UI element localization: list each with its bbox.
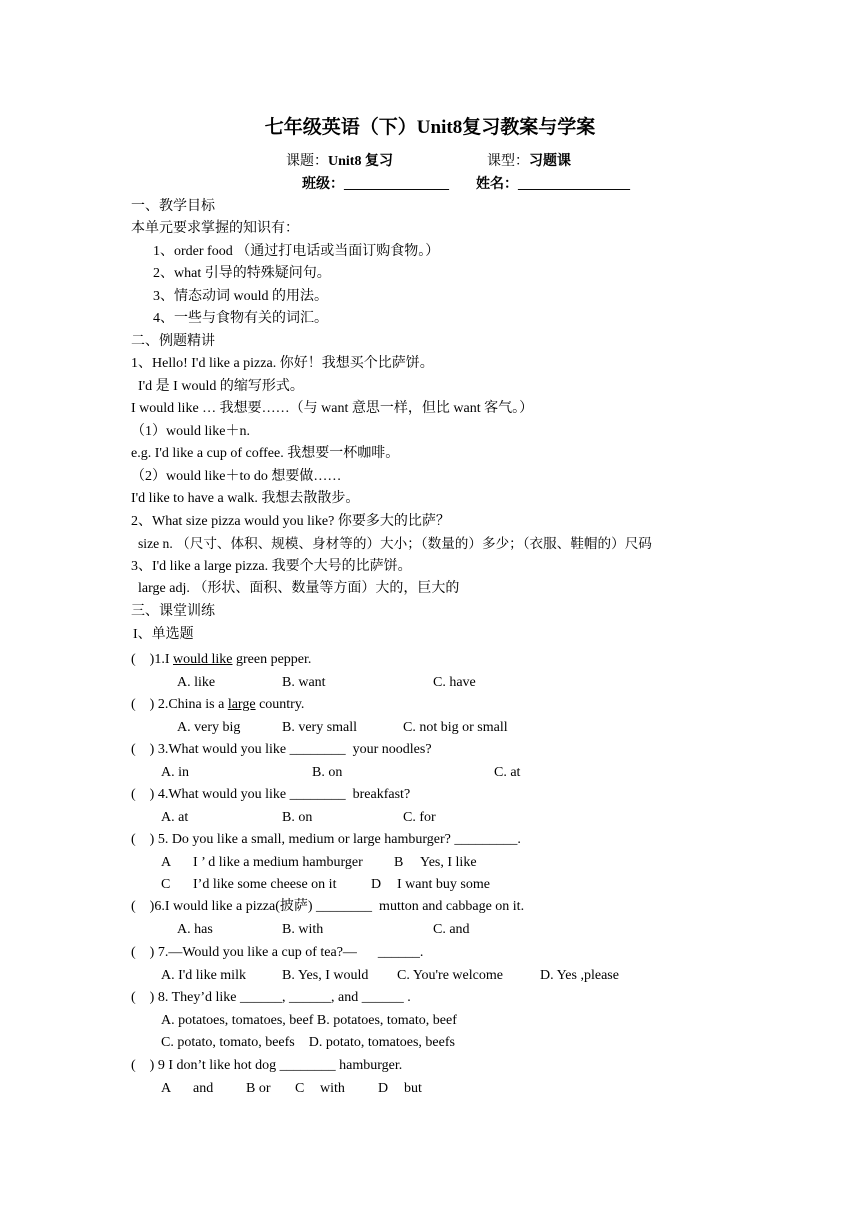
example-line: 2、What size pizza would you like? 你要多大的比萨？ xyxy=(131,514,450,529)
practice-subheading: I、单选题 xyxy=(133,627,194,642)
option: C. not big or small xyxy=(403,720,508,735)
option: B or xyxy=(246,1081,271,1096)
example-line: I'd like to have a walk. 我想去散散步。 xyxy=(131,491,360,506)
option: C. and xyxy=(433,922,470,937)
option: I ’ d like a medium hamburger xyxy=(193,855,363,870)
question-stem: ( ) 8. They’d like ______, ______, and ______ . xyxy=(131,990,411,1005)
option: Yes, I like xyxy=(420,855,477,870)
option: A. has xyxy=(177,922,213,937)
option: A. very big xyxy=(177,720,241,735)
option: B. want xyxy=(282,675,326,690)
question-stem: ( )1.I would like green pepper. xyxy=(131,652,312,667)
topic-label: 课题： xyxy=(286,154,328,169)
class-blank: _______________ xyxy=(344,177,449,192)
question-stem: ( ) 7.—Would you like a cup of tea?— ______. xyxy=(131,945,424,960)
goal-item: 4、一些与食物有关的词汇。 xyxy=(153,311,328,326)
option: A. at xyxy=(161,810,189,825)
type-value: 习题课 xyxy=(529,154,571,169)
example-line: I'd 是 I would 的缩写形式。 xyxy=(138,379,304,394)
type-label: 课型： xyxy=(487,154,529,169)
option: C. for xyxy=(403,810,436,825)
goals-heading: 一、教学目标 xyxy=(131,199,215,214)
option-letter: C xyxy=(161,877,171,892)
goals-intro: 本单元要求掌握的知识有： xyxy=(131,221,299,236)
topic-row xyxy=(286,153,393,171)
option: C. You're welcome xyxy=(397,968,503,983)
option: B. on xyxy=(312,765,343,780)
option: A. I'd like milk xyxy=(161,968,246,983)
option: I want buy some xyxy=(397,877,490,892)
example-line: e.g. I'd like a cup of coffee. 我想要一杯咖啡。 xyxy=(131,446,400,461)
option-letter: C xyxy=(295,1081,305,1096)
topic-value: Unit8 复习 xyxy=(328,154,393,169)
option: C. have xyxy=(433,675,476,690)
example-line: large adj. （形状、面积、数量等方面）大的，巨大的 xyxy=(138,581,460,596)
example-line: size n. （尺寸、体积、规模、身材等的）大小；（数量的）多少；（衣服、鞋帽的）尺码 xyxy=(138,536,652,551)
practice-heading: 三、课堂训练 xyxy=(131,604,215,619)
example-line: 3、I'd like a large pizza. 我要个大号的比萨饼。 xyxy=(131,559,412,574)
option: and xyxy=(193,1081,214,1096)
option-letter: B xyxy=(394,855,404,870)
goal-item: 3、情态动词 would 的用法。 xyxy=(153,289,328,304)
question-stem: ( ) 5. Do you like a small, medium or large hamburger? _________. xyxy=(131,832,521,847)
option-letter: A xyxy=(161,855,172,870)
name-blank: ________________ xyxy=(518,177,630,192)
example-line: I would like … 我想要……（与 want 意思一样，但比 want 客气。） xyxy=(131,401,534,416)
option: A. potatoes, tomatoes, beef B. potatoes, tomato, beef xyxy=(161,1013,457,1028)
example-line: 1、Hello! I'd like a pizza. 你好！我想买个比萨饼。 xyxy=(131,356,434,371)
type-row xyxy=(487,153,571,171)
example-line: （1）would like＋n. xyxy=(131,424,250,439)
option-letter: D xyxy=(378,1081,389,1096)
underlined-phrase: large xyxy=(227,697,256,712)
option: B. with xyxy=(282,922,324,937)
option: but xyxy=(404,1081,422,1096)
option: A. like xyxy=(177,675,216,690)
option: A. in xyxy=(161,765,189,780)
option: C. potato, tomato, beefs D. potato, tomatoes, beefs xyxy=(161,1035,455,1050)
option: C. at xyxy=(494,765,521,780)
question-stem: ( )6.I would like a pizza(披萨) ________ mutton and cabbage on it. xyxy=(131,899,525,914)
option: B. on xyxy=(282,810,313,825)
option-letter: A xyxy=(161,1081,172,1096)
option-letter: D xyxy=(371,877,382,892)
option: B. Yes, I would xyxy=(282,968,369,983)
underlined-phrase: would like xyxy=(173,652,233,667)
question-stem: ( ) 9 I don’t like hot dog ________ hamburger. xyxy=(131,1058,403,1073)
option: B. very small xyxy=(282,720,358,735)
example-line: （2）would like＋to do 想要做…… xyxy=(131,469,342,484)
page-title: 七年级英语（下）Unit8复习教案与学案 xyxy=(264,117,596,138)
class-row xyxy=(302,176,449,194)
goal-item: 2、what 引导的特殊疑问句。 xyxy=(153,266,331,281)
question-stem: ( ) 2.China is a large country. xyxy=(131,697,305,712)
class-label: 班级： xyxy=(302,177,344,192)
option: I’d like some cheese on it xyxy=(193,877,337,892)
question-stem: ( ) 3.What would you like ________ your noodles? xyxy=(131,742,432,757)
goal-item: 1、order food （通过打电话或当面订购食物。） xyxy=(153,244,440,259)
option: with xyxy=(320,1081,345,1096)
option: D. Yes ,please xyxy=(540,968,619,983)
name-label: 姓名： xyxy=(476,177,518,192)
question-stem: ( ) 4.What would you like ________ breakfast? xyxy=(131,787,411,802)
name-row xyxy=(476,176,630,194)
examples-heading: 二、例题精讲 xyxy=(131,334,215,349)
